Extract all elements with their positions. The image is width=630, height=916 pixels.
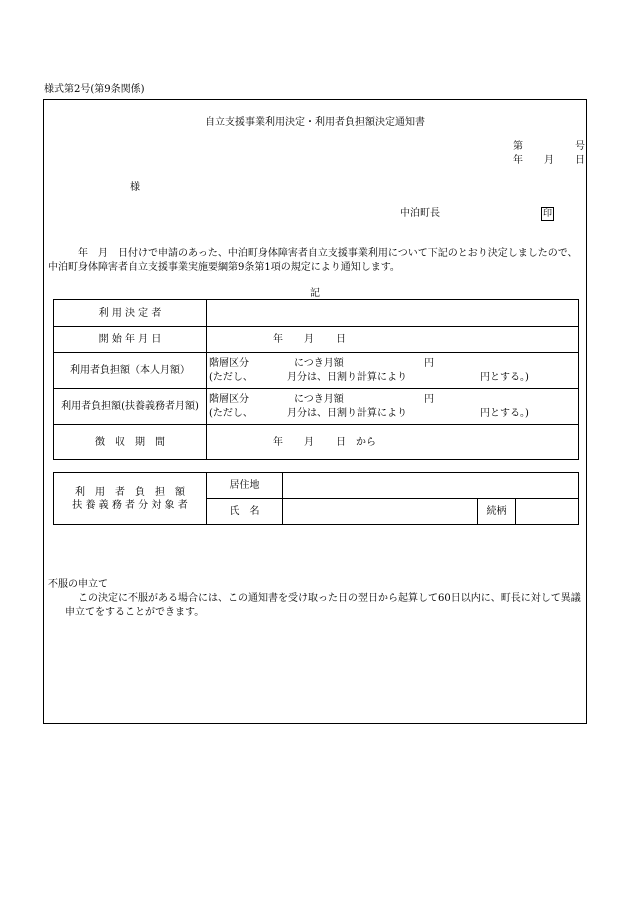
guardian-note-mid: 月分は、日割り計算により bbox=[287, 408, 407, 419]
guardian-label-line-1: 利 用 者 負 担 額 bbox=[75, 486, 185, 498]
issuer: 中泊町長 bbox=[400, 208, 440, 219]
objection-heading: 不服の申立て bbox=[48, 579, 108, 590]
self-note-mid: 月分は、日割り計算により bbox=[287, 372, 407, 383]
self-note-close: 円とする。) bbox=[480, 372, 529, 383]
self-yen-label: 円 bbox=[424, 358, 434, 369]
objection-line-1: この決定に不服がある場合には、この通知書を受け取った日の翌日から起算して60日以内に、町長に対して異議 bbox=[78, 593, 581, 604]
table-row bbox=[54, 389, 579, 425]
self-note-open: (ただし、 bbox=[209, 372, 253, 383]
addressee-suffix: 様 bbox=[130, 182, 140, 193]
name-label: 氏 名 bbox=[207, 499, 283, 525]
row-label-decision-person: 利 用 決 定 者 bbox=[54, 300, 207, 327]
start-date-field[interactable] bbox=[207, 327, 579, 353]
form-number: 様式第2号(第9条関係) bbox=[44, 84, 145, 95]
self-burden-field[interactable] bbox=[207, 353, 579, 389]
collection-period-field[interactable] bbox=[207, 425, 579, 460]
address-field[interactable] bbox=[283, 473, 579, 499]
relation-label: 続柄 bbox=[478, 499, 516, 525]
guardian-target-label bbox=[54, 473, 207, 525]
decision-table bbox=[53, 299, 579, 460]
start-date-day: 日 bbox=[336, 334, 346, 345]
seal-mark bbox=[541, 207, 554, 221]
date-day: 日 bbox=[575, 155, 585, 166]
table-row bbox=[54, 425, 579, 460]
document-title: 自立支援事業利用決定・利用者負担額決定通知書 bbox=[205, 117, 425, 128]
decision-person-field[interactable] bbox=[207, 300, 579, 327]
table-row bbox=[54, 327, 579, 353]
row-label-self-burden: 利用者負担額（本人月額） bbox=[54, 353, 207, 389]
table-row bbox=[54, 300, 579, 327]
date-year: 年 bbox=[513, 155, 523, 166]
guardian-burden-field[interactable] bbox=[207, 389, 579, 425]
guardian-table bbox=[53, 472, 579, 525]
doc-number-prefix: 第 bbox=[513, 141, 523, 152]
address-label: 居住地 bbox=[207, 473, 283, 499]
guardian-note-close: 円とする。) bbox=[480, 408, 529, 419]
collection-month: 月 bbox=[304, 437, 314, 448]
start-date-month: 月 bbox=[304, 334, 314, 345]
collection-from: から bbox=[356, 437, 376, 448]
table-row bbox=[54, 473, 579, 499]
self-tier-label: 階層区分 bbox=[209, 358, 249, 369]
ki-heading: 記 bbox=[310, 288, 320, 299]
collection-day: 日 bbox=[336, 437, 346, 448]
row-label-start-date: 開 始 年 月 日 bbox=[54, 327, 207, 353]
guardian-yen-label: 円 bbox=[424, 394, 434, 405]
date-month: 月 bbox=[544, 155, 554, 166]
start-date-year: 年 bbox=[273, 334, 283, 345]
collection-year: 年 bbox=[273, 437, 283, 448]
seal-icon: 印 bbox=[542, 209, 552, 219]
guardian-per-month-label: につき月額 bbox=[294, 394, 344, 405]
row-label-collection-period: 徴 収 期 間 bbox=[54, 425, 207, 460]
self-per-month-label: につき月額 bbox=[294, 358, 344, 369]
name-field[interactable] bbox=[283, 499, 478, 525]
body-line-1: 年 月 日付けで申請のあった、中泊町身体障害者自立支援事業利用について下記のとおり決定しましたので、 bbox=[78, 248, 578, 259]
relation-field[interactable] bbox=[516, 499, 579, 525]
table-row bbox=[54, 353, 579, 389]
objection-line-2: 申立てをすることができます。 bbox=[65, 607, 205, 618]
guardian-note-open: (ただし、 bbox=[209, 408, 253, 419]
guardian-tier-label: 階層区分 bbox=[209, 394, 249, 405]
guardian-label-line-2: 扶 養 義 務 者 分 対 象 者 bbox=[72, 499, 188, 511]
doc-number-suffix: 号 bbox=[575, 141, 585, 152]
row-label-guardian-burden: 利用者負担額(扶養義務者月額) bbox=[54, 389, 207, 425]
body-line-2: 中泊町身体障害者自立支援事業実施要綱第9条第1項の規定により通知します。 bbox=[48, 262, 400, 273]
